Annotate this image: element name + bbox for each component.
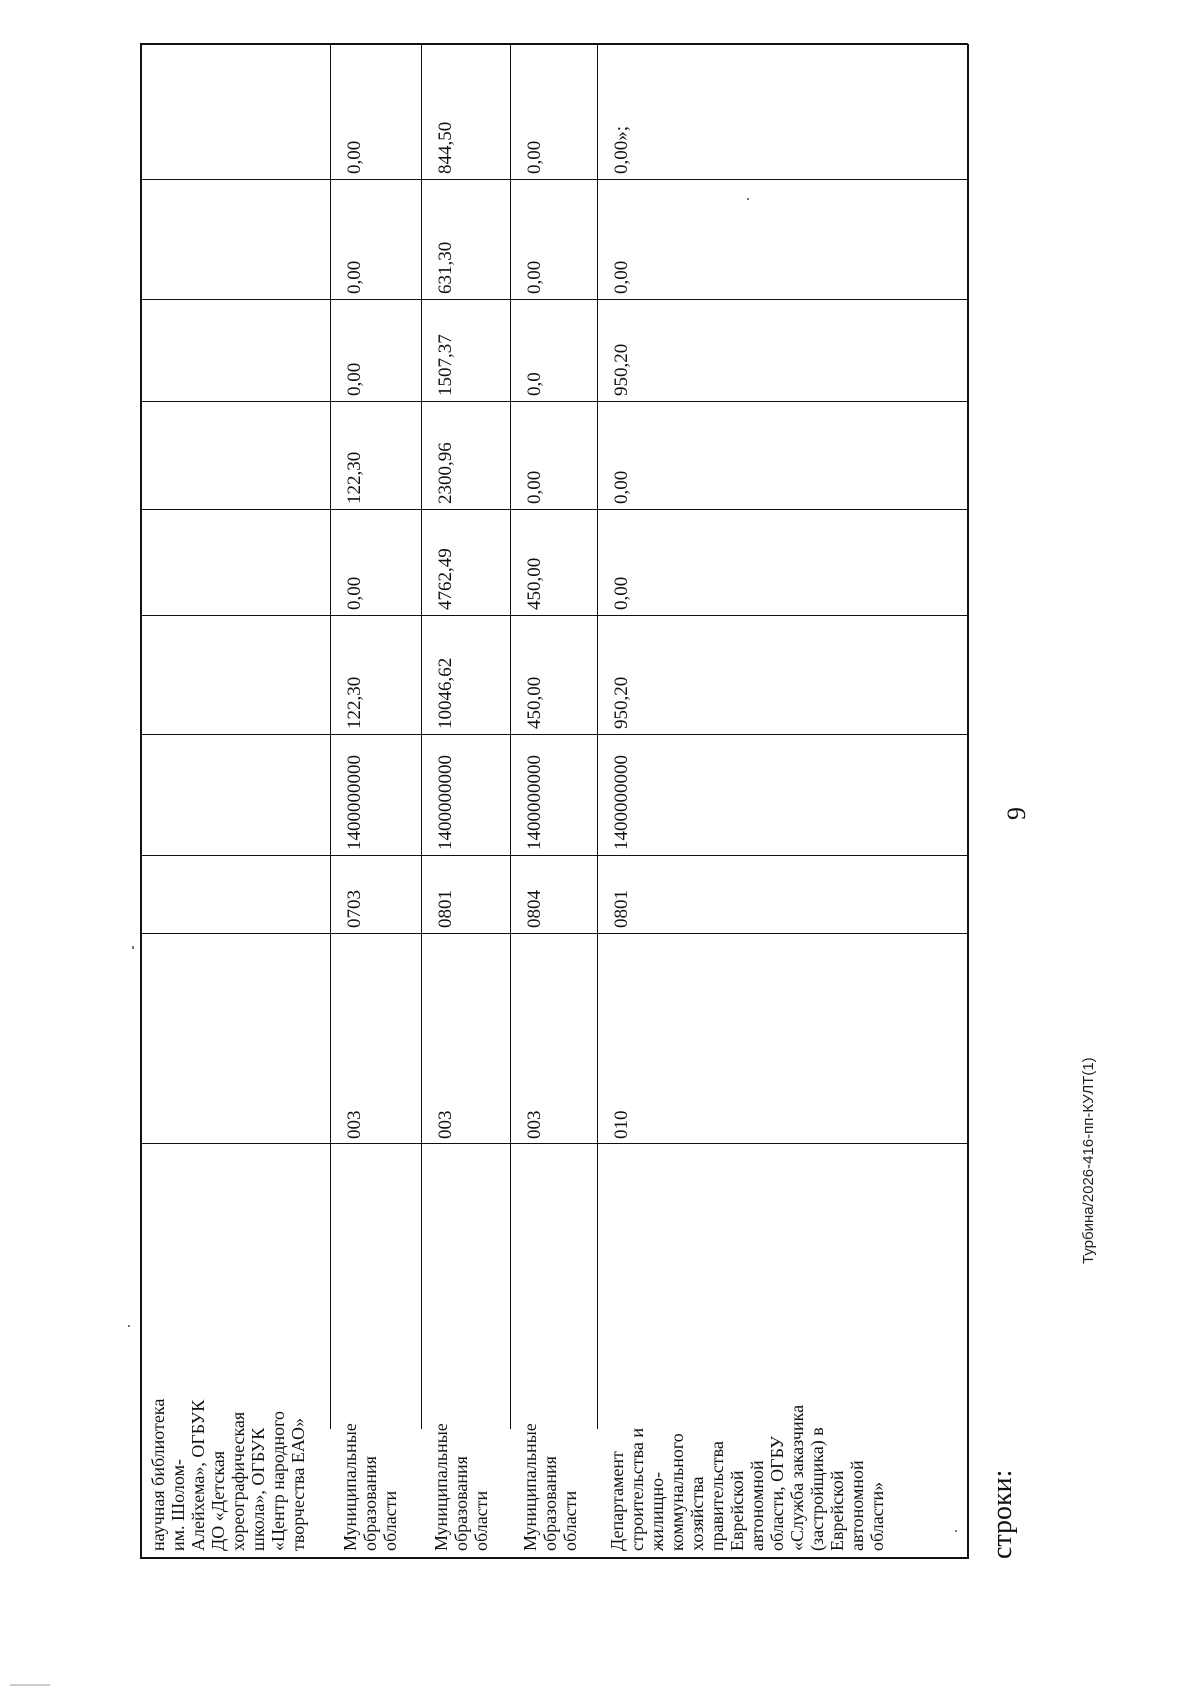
table-border-top bbox=[140, 44, 142, 1559]
value-cell: 631,30 bbox=[435, 241, 456, 294]
row-divider bbox=[510, 44, 511, 1429]
value-cell: 950,20 bbox=[611, 676, 632, 729]
value-cell: 950,20 bbox=[611, 343, 632, 396]
code-cell: 0801 bbox=[611, 890, 632, 928]
scan-speck bbox=[132, 946, 134, 949]
organization-cell: Муниципальные образования области bbox=[340, 1423, 400, 1551]
row-divider bbox=[330, 44, 331, 1429]
code-cell: 010 bbox=[611, 1110, 632, 1139]
value-cell: 450,00 bbox=[524, 557, 545, 610]
code-cell: 003 bbox=[344, 1110, 365, 1139]
value-cell: 0,00 bbox=[344, 576, 365, 610]
value-cell: 1507,37 bbox=[435, 334, 456, 396]
code-cell: 1400000000 bbox=[344, 755, 365, 850]
code-cell: 0804 bbox=[524, 890, 545, 928]
value-cell: 4762,49 bbox=[435, 548, 456, 610]
table-border-right bbox=[140, 43, 968, 45]
value-cell: 0,00 bbox=[524, 140, 545, 174]
value-cell: 0,00 bbox=[344, 140, 365, 174]
value-cell: 0,0 bbox=[524, 372, 545, 396]
footer-document-code: Турбина/2026-416-пп-КУЛТ(1) bbox=[1080, 1057, 1097, 1264]
value-cell: 122,30 bbox=[344, 451, 365, 504]
value-cell: 0,00 bbox=[611, 260, 632, 294]
row-divider bbox=[421, 44, 422, 1429]
code-cell: 1400000000 bbox=[524, 755, 545, 850]
rotated-content bbox=[140, 49, 1070, 1564]
column-divider bbox=[140, 734, 968, 735]
value-cell: 0,00 bbox=[524, 260, 545, 294]
value-cell: 0,00 bbox=[524, 470, 545, 504]
table-border-left bbox=[140, 1557, 968, 1559]
organization-cell: Муниципальные образования области bbox=[431, 1423, 491, 1551]
scan-speck bbox=[128, 1325, 130, 1327]
code-cell: 003 bbox=[435, 1110, 456, 1139]
table-border-bottom bbox=[967, 44, 969, 1559]
value-cell: 0,00 bbox=[611, 576, 632, 610]
column-divider bbox=[140, 401, 968, 402]
row-divider bbox=[597, 44, 598, 1429]
value-cell: 122,30 bbox=[344, 676, 365, 729]
organization-cell: Муниципальные образования области bbox=[520, 1423, 580, 1551]
value-cell: 10046,62 bbox=[435, 657, 456, 729]
column-divider bbox=[140, 1143, 968, 1144]
column-divider bbox=[140, 179, 968, 180]
code-cell: 003 bbox=[524, 1110, 545, 1139]
page-number: 9 bbox=[1002, 807, 1031, 820]
organization-cell: Департамент строительства и жилищно- коммунального хозяйства правительства Еврейской автономной области, ОГБУ «Служба заказчика (застройщика) в Еврейской автономной области» bbox=[607, 1404, 887, 1551]
value-cell: 0,00 bbox=[611, 470, 632, 504]
column-divider bbox=[140, 615, 968, 616]
budget-table bbox=[140, 44, 968, 1559]
code-cell: 0801 bbox=[435, 890, 456, 928]
scan-edge bbox=[10, 1684, 50, 1686]
column-divider bbox=[140, 933, 968, 934]
value-cell: 0,00 bbox=[344, 260, 365, 294]
column-divider bbox=[140, 299, 968, 300]
organization-cell: научная библиотека им. Шолом- Алейхема», ОГБУК ДО «Детская хореографическая школа», ОГБУК «Центр народного творчества ЕАО» bbox=[148, 1398, 308, 1551]
column-divider bbox=[140, 855, 968, 856]
value-cell: 0,00 bbox=[344, 362, 365, 396]
value-cell: 844,50 bbox=[435, 121, 456, 174]
code-cell: 1400000000 bbox=[611, 755, 632, 850]
value-cell: 0,00»; bbox=[611, 125, 632, 174]
code-cell: 1400000000 bbox=[435, 755, 456, 850]
column-divider bbox=[140, 509, 968, 510]
code-cell: 0703 bbox=[344, 890, 365, 928]
value-cell: 2300,96 bbox=[435, 442, 456, 504]
after-table-text: строки: bbox=[987, 1469, 1018, 1559]
value-cell: 450,00 bbox=[524, 676, 545, 729]
